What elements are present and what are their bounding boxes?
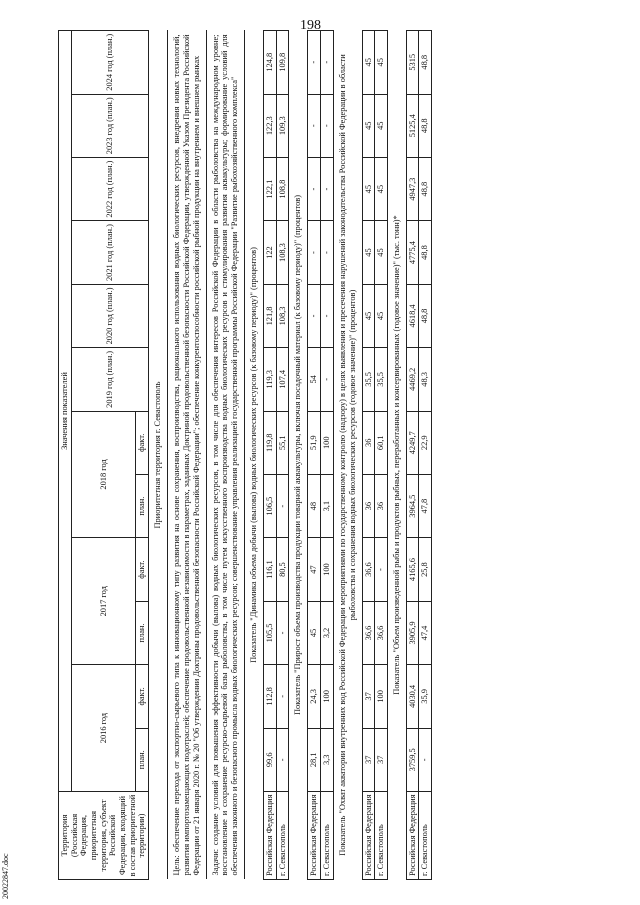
fact-header: факт.	[136, 665, 149, 728]
value-cell: -	[276, 474, 289, 537]
value-cell: 36	[375, 474, 388, 537]
value-cell: 45	[362, 221, 375, 284]
value-cell: 48,8	[419, 157, 432, 220]
territory-name: Российская Федерация	[308, 792, 321, 880]
value-cell: 28,1	[308, 728, 321, 791]
value-cell: 45	[308, 601, 321, 664]
indicator-title: Показатель "Динамика объема добычи (вылова) водных биологических ресурсов (к базовому периоду)" (процентов)	[245, 31, 264, 880]
value-cell: 47	[308, 538, 321, 601]
table-row	[362, 31, 375, 880]
value-cell: 48,8	[419, 284, 432, 347]
year-2024-header: 2024 год (план.)	[71, 31, 148, 95]
territory-name: Российская Федерация	[406, 792, 419, 880]
value-cell: 121,8	[264, 284, 277, 347]
value-cell: 122,1	[264, 157, 277, 220]
territory-name: Российская Федерация	[362, 792, 375, 880]
value-cell: 3964,5	[406, 474, 419, 537]
value-cell: 45	[362, 157, 375, 220]
value-cell: 48,8	[419, 94, 432, 157]
value-cell: 25,8	[419, 538, 432, 601]
value-cell: -	[321, 348, 334, 411]
value-cell: 3,2	[321, 601, 334, 664]
year-2022-header: 2022 год (план.)	[71, 157, 148, 220]
value-cell: 3,3	[321, 728, 334, 791]
value-cell: 109,3	[276, 94, 289, 157]
territory-name: г. Севастополь	[419, 792, 432, 880]
value-cell: -	[276, 665, 289, 728]
value-cell: 108,3	[276, 284, 289, 347]
value-cell: 36,6	[362, 538, 375, 601]
value-cell: 45	[362, 31, 375, 95]
value-cell: 4249,7	[406, 411, 419, 474]
plan-header: план.	[136, 474, 149, 537]
value-cell: 22,9	[419, 411, 432, 474]
table-row	[375, 31, 388, 880]
value-cell: 35,5	[362, 348, 375, 411]
value-cell: 37	[362, 665, 375, 728]
value-cell: 122	[264, 221, 277, 284]
indicators-table	[58, 30, 432, 880]
indicator-title: Показатель "Охват акватории внутренних вод Российской Федерации мероприятиями по государственному контролю (надзору) в целях выявления и пресечения нарушений законодательства Российской Федерации в области рыболовства и сохранения водных биологических ресурсов (годовое значение)" (процентов)	[333, 31, 362, 880]
value-cell: 4775,4	[406, 221, 419, 284]
value-cell: 80,5	[276, 538, 289, 601]
value-cell: 100	[375, 665, 388, 728]
value-cell: 48,8	[419, 31, 432, 95]
task-text: Задачи: создание условий для повышения эффективности добычи (вылова) водных биологических ресурсов, в том числе для обеспечения интересов Российской Федерации в области рыболовства на международном уровне; восстановление и сохранение ресурсно-сырьевой базы рыболовства, в том числе путем искусственного воспроизводства водных биологических ресурсов и стимулирования развития аквакультуры; формирование условий для обеспечения законного и безопасного промысла водных биологических ресурсов; совершенствование управления реализацией государственной программы Российской Федерации "Развитие рыбохозяйственного комплекса"	[206, 31, 245, 880]
year-2018-header: 2018 год	[71, 411, 136, 538]
table-row	[419, 31, 432, 880]
value-cell: 60,1	[375, 411, 388, 474]
year-2017-header: 2017 год	[71, 538, 136, 665]
table-row	[308, 31, 321, 880]
value-cell: -	[321, 31, 334, 95]
value-cell: 4030,4	[406, 665, 419, 728]
value-cell: 109,8	[276, 31, 289, 95]
value-cell: 5125,4	[406, 94, 419, 157]
value-cell: 108,8	[276, 157, 289, 220]
value-cell: 119,3	[264, 348, 277, 411]
value-cell: 48,3	[419, 348, 432, 411]
value-cell: 100	[321, 665, 334, 728]
value-cell: -	[308, 284, 321, 347]
territory-name: г. Севастополь	[276, 792, 289, 880]
rotated-table-container	[58, 30, 603, 880]
value-cell: 55,1	[276, 411, 289, 474]
value-cell: 4947,3	[406, 157, 419, 220]
value-cell: 112,8	[264, 665, 277, 728]
value-cell: 35,5	[375, 348, 388, 411]
value-cell: -	[308, 31, 321, 95]
value-cell: 4469,2	[406, 348, 419, 411]
value-cell: 3,1	[321, 474, 334, 537]
table-row	[321, 31, 334, 880]
section-title: Приоритетная территория г. Севастополь	[148, 31, 167, 880]
territory-name: г. Севастополь	[321, 792, 334, 880]
value-cell: 119,8	[264, 411, 277, 474]
value-cell: 45	[375, 31, 388, 95]
value-cell: 45	[362, 284, 375, 347]
value-cell: 54	[308, 348, 321, 411]
fact-header: факт.	[136, 538, 149, 601]
value-cell: -	[321, 94, 334, 157]
value-cell: 35,9	[419, 665, 432, 728]
value-cell: 45	[362, 94, 375, 157]
value-cell: -	[276, 728, 289, 791]
territory-name: Российская Федерация	[264, 792, 277, 880]
year-2020-header: 2020 год (план.)	[71, 284, 148, 347]
value-cell: 48,8	[419, 221, 432, 284]
value-cell: 37	[362, 728, 375, 791]
value-cell: -	[321, 221, 334, 284]
year-2019-header: 2019 год (план.)	[71, 348, 148, 411]
indicator-title: Показатель "Прирост объема производства продукции товарной аквакультуры, включая посадочный материал (к базовому периоду)" (процентов)	[289, 31, 308, 880]
value-cell: -	[308, 94, 321, 157]
value-cell: 45	[375, 157, 388, 220]
value-cell: 122,3	[264, 94, 277, 157]
plan-header: план.	[136, 601, 149, 664]
value-cell: 4165,6	[406, 538, 419, 601]
values-header: Значения показателей	[59, 31, 72, 792]
value-cell: 45	[375, 94, 388, 157]
value-cell: -	[419, 728, 432, 791]
value-cell: 99,6	[264, 728, 277, 791]
value-cell: -	[321, 284, 334, 347]
value-cell: 4618,4	[406, 284, 419, 347]
indicator-title: Показатель "Объем произведенной рыбы и продуктов рыбных, переработанных и консервированных (годовое значение)" (тыс. тонн)*	[387, 31, 406, 880]
value-cell: 100	[321, 411, 334, 474]
value-cell: 3759,5	[406, 728, 419, 791]
value-cell: -	[321, 157, 334, 220]
value-cell: 36	[362, 474, 375, 537]
value-cell: 45	[375, 284, 388, 347]
table-row	[406, 31, 419, 880]
value-cell: 36,6	[375, 601, 388, 664]
value-cell: -	[308, 157, 321, 220]
page-number: 198	[300, 18, 321, 33]
value-cell: 116,1	[264, 538, 277, 601]
value-cell: 51,9	[308, 411, 321, 474]
value-cell: 107,4	[276, 348, 289, 411]
goal-text: Цель: обеспечение перехода от экспортно-сырьевого типа к инновационному типу развития на основе сохранения, воспроизводства, рационального использования водных биологических ресурсов, внедрения новых технологий, развития импортозамещающих подотраслей; обеспечение продовольственной независимости в параметрах, заданных Доктриной продовольственной безопасности Российской Федерации, утвержденной Указом Президента Российской Федерации от 21 января 2020 г. № 20 "Об утверждении Доктрины продовольственной безопасности Российской Федерации"; обеспечение конкурентоспособности российской рыбной продукции на внутреннем и внешнем рынках	[167, 31, 206, 880]
fact-header: факт.	[136, 411, 149, 474]
value-cell: 37	[375, 728, 388, 791]
value-cell: 36	[362, 411, 375, 474]
value-cell: 5315	[406, 31, 419, 95]
value-cell: 45	[375, 221, 388, 284]
value-cell: 124,8	[264, 31, 277, 95]
value-cell: 100	[321, 538, 334, 601]
table-row	[264, 31, 277, 880]
territory-header: Территория (Российская Федерация, приоритетная территория, субъект Российской Федерации, входящий в состав приоритетной территории)	[59, 792, 149, 880]
value-cell: -	[308, 221, 321, 284]
value-cell: 47,4	[419, 601, 432, 664]
value-cell: 106,5	[264, 474, 277, 537]
territory-name: г. Севастополь	[375, 792, 388, 880]
value-cell: -	[276, 601, 289, 664]
year-2023-header: 2023 год (план.)	[71, 94, 148, 157]
table-row	[276, 31, 289, 880]
value-cell: 108,3	[276, 221, 289, 284]
plan-header: план.	[136, 728, 149, 791]
value-cell: 3905,9	[406, 601, 419, 664]
value-cell: 36,6	[362, 601, 375, 664]
value-cell: 47,8	[419, 474, 432, 537]
value-cell: -	[375, 538, 388, 601]
year-2021-header: 2021 год (план.)	[71, 221, 148, 284]
year-2016-header: 2016 год	[71, 665, 136, 792]
value-cell: 48	[308, 474, 321, 537]
footer-code: 20022847.doc	[1, 853, 10, 899]
value-cell: 105,5	[264, 601, 277, 664]
value-cell: 24,3	[308, 665, 321, 728]
